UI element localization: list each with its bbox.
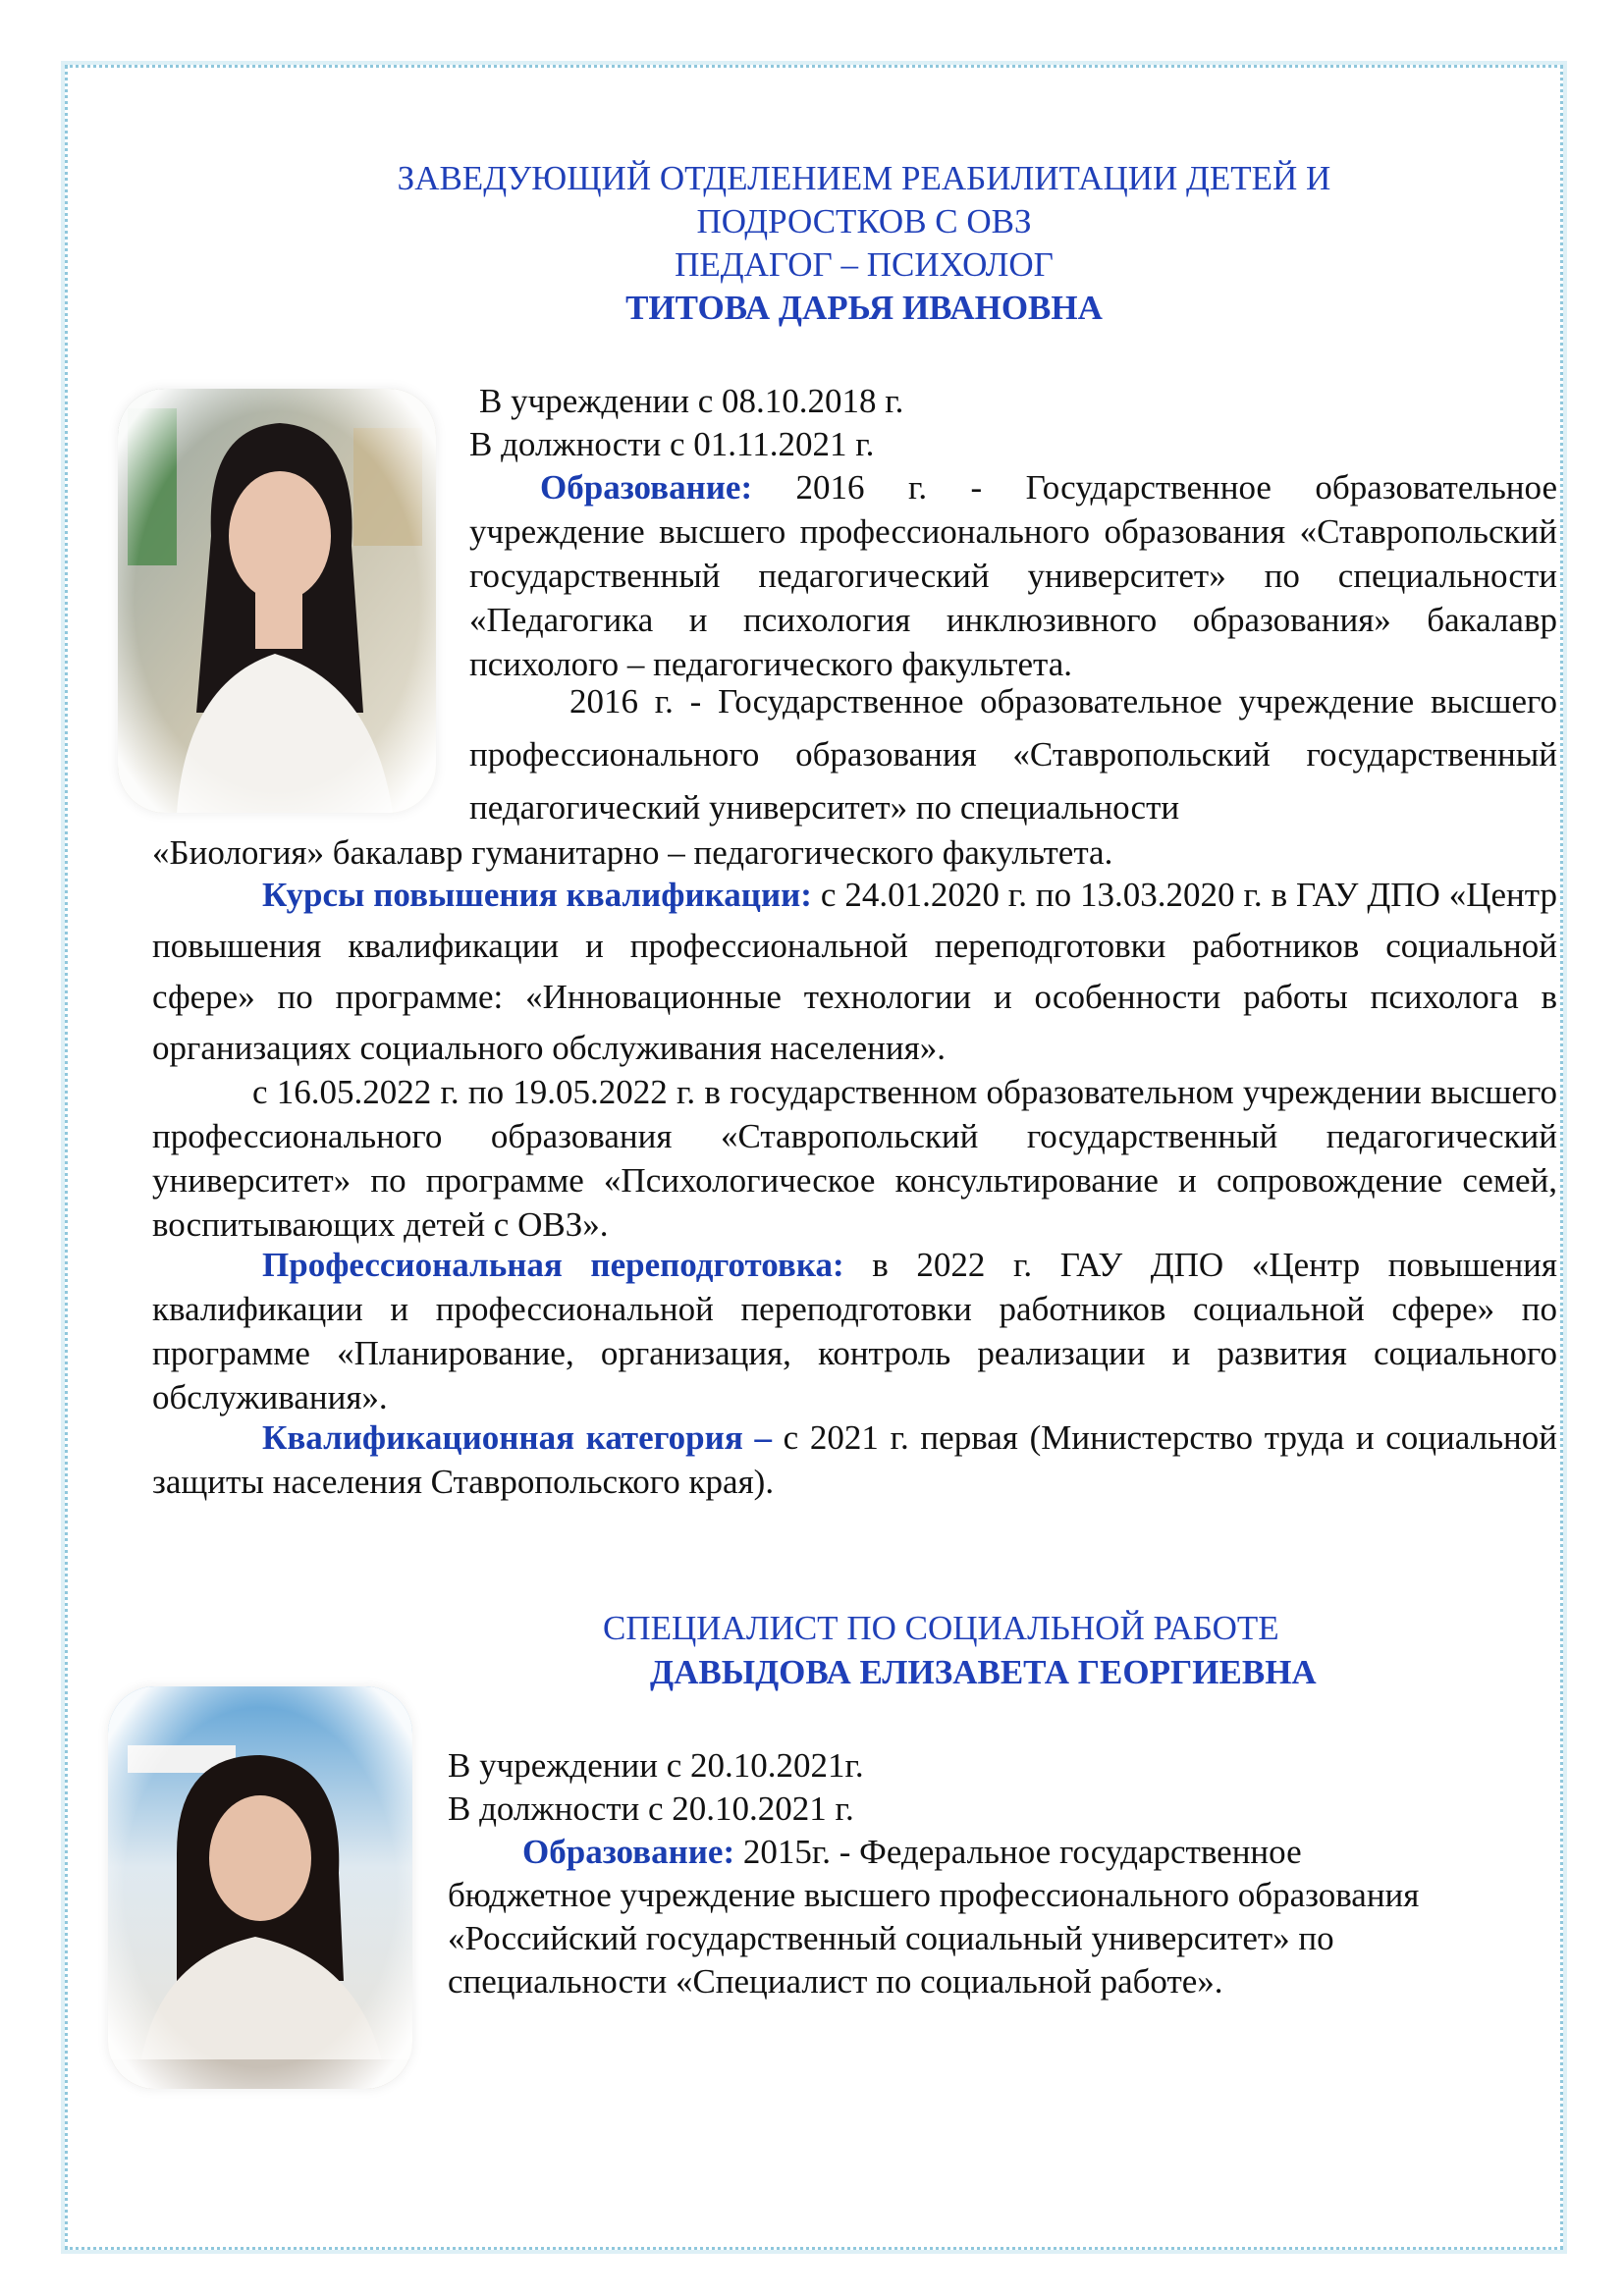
person1-retraining-text: в 2022 г. ГАУ ДПО «Центр повышения квалификации и профессиональной переподготовки работников социальной сфере» по программе «Планирование, организация, контроль реализации и развития социального обслуживания». xyxy=(152,1246,1558,1416)
person1-retraining xyxy=(152,1243,1557,1419)
person1-category-label: Квалификационная категория – xyxy=(262,1418,772,1457)
person1-education-label: Образование: xyxy=(540,468,753,507)
person1-name: ТИТОВА ДАРЬЯ ИВАНОВНА xyxy=(625,289,1103,327)
person2-education-line1-text: 2015г. - Федеральное государственное xyxy=(734,1833,1302,1871)
person1-education-1 xyxy=(469,465,1557,686)
person1-education-2-tail: «Биология» бакалавр гуманитарно – педагогического факультета. xyxy=(152,833,1113,872)
person1-courses-1-text: с 24.01.2020 г. по 13.03.2020 г. в ГАУ ДПО «Центр повышения квалификации и профессиональной переподготовки работников социальной сфере» по программе: «Инновационные технологии и особенности работы психолога в организациях социального обслуживания населения». xyxy=(152,876,1557,1067)
person2-education-label: Образование: xyxy=(522,1833,735,1871)
person1-title-line3: ПЕДАГОГ – ПСИХОЛОГ xyxy=(675,245,1054,284)
person1-since-position: В должности с 01.11.2021 г. xyxy=(469,425,875,463)
person2-education-line3: «Российский государственный социальный университет» по xyxy=(448,1919,1334,1957)
person2-education-line1 xyxy=(448,1830,1302,1874)
person1-courses-1 xyxy=(152,870,1557,1074)
person1-courses-label: Курсы повышения квалификации: xyxy=(262,876,812,914)
person1-since-institution: В учреждении с 08.10.2018 г. xyxy=(479,382,904,420)
person1-title-line1: ЗАВЕДУЮЩИЙ ОТДЕЛЕНИЕМ РЕАБИЛИТАЦИИ ДЕТЕЙ И xyxy=(397,159,1331,197)
person1-title-line2: ПОДРОСТКОВ С ОВЗ xyxy=(696,202,1032,240)
person2-education-line2: бюджетное учреждение высшего профессионального образования xyxy=(448,1876,1420,1914)
person1-category xyxy=(152,1415,1557,1504)
person2-since-institution: В учреждении с 20.10.2021г. xyxy=(448,1746,864,1785)
portrait-photo-icon xyxy=(108,1686,412,2089)
portrait-photo-icon xyxy=(118,389,436,813)
person1-education-1-text: 2016 г. - Государственное образовательное учреждение высшего профессионального образования «Ставропольский государственный педагогический университет» по специальности «Педагогика и психология инклюзивного образования» бакалавр психолого – педагогического факультета. xyxy=(469,468,1557,683)
person2-title: СПЕЦИАЛИСТ ПО СОЦИАЛЬНОЙ РАБОТЕ xyxy=(603,1609,1279,1647)
person1-category-text: с 2021 г. первая (Министерство труда и социальной защиты населения Ставропольского края). xyxy=(152,1418,1557,1501)
person1-retraining-label: Профессиональная переподготовка: xyxy=(262,1246,844,1284)
person2-since-position: В должности с 20.10.2021 г. xyxy=(448,1789,854,1828)
person1-courses-2: с 16.05.2022 г. по 19.05.2022 г. в государственном образовательном учреждении высшего профессионального образования «Ставропольский государственный педагогический университет» по программе «Психологическое консультирование и сопровождение семей, воспитывающих детей с ОВЗ». xyxy=(152,1073,1557,1244)
person1-title xyxy=(147,157,1581,330)
person2-photo xyxy=(108,1686,412,2089)
person2-education-line4: специальности «Специалист по социальной работе». xyxy=(448,1962,1223,2001)
person1-education-2: 2016 г. - Государственное образовательное учреждение высшего профессионального образования «Ставропольский государственный педагогический университет» по специальности xyxy=(469,682,1557,827)
person2-name: ДАВЫДОВА ЕЛИЗАВЕТА ГЕОРГИЕВНА xyxy=(650,1653,1317,1691)
person1-photo xyxy=(118,389,436,813)
